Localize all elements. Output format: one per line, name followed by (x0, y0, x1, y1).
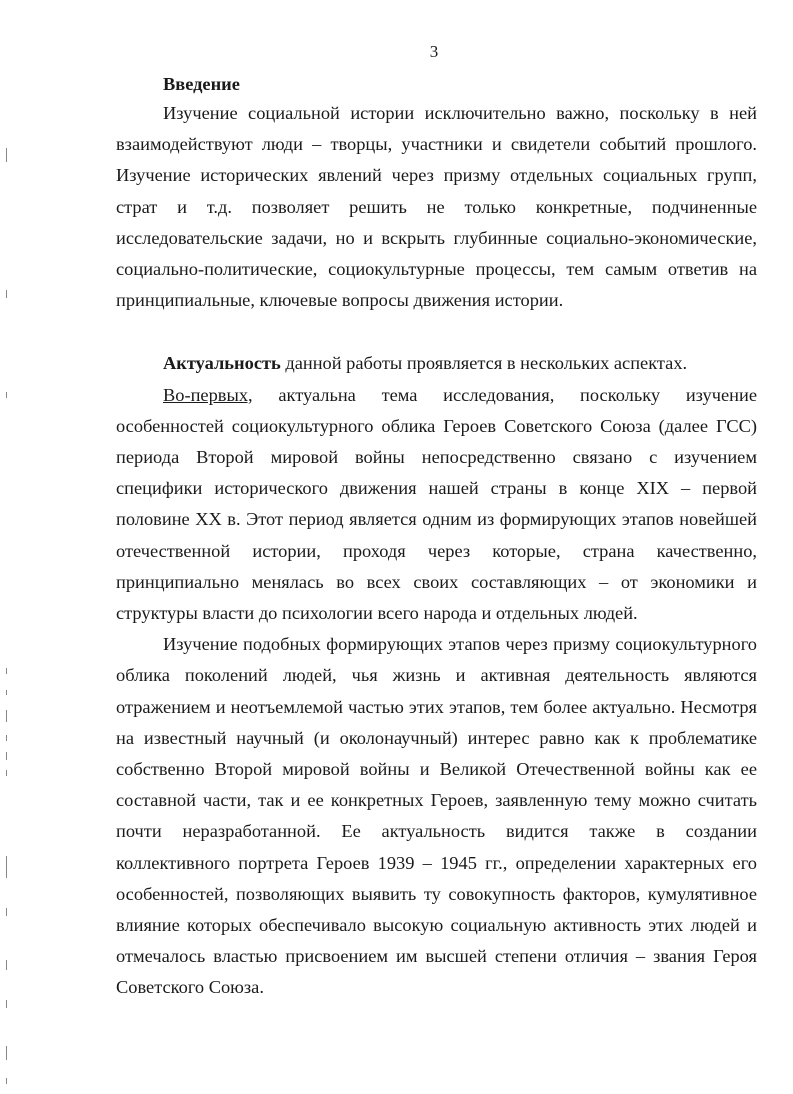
second-paragraph: Изучение подобных формирующих этапов через призму социокультурного облика поколений людей, чья жизнь и активная деятельность являются отражением и неотъемлемой частью этих этапов, тем более актуально. Несмотря на известный научный (и околонаучный) интерес равно как к проблематике собственно Второй мировой войны и Великой Отечественной войны как ее составной части, так и ее конкретных Героев, заявленную тему можно считать почти неразработанной. Ее актуальность видится также в создании коллективного портрета Героев 1939 – 1945 гг., определении характерных его особенностей, позволяющих выявить ту совокупность факторов, кумулятивное влияние которых обеспечивало высокую социальную активность этих людей и отмечалось властью присвоением им высшей степени отличия – звания Героя Советского Союза. (116, 634, 757, 998)
relevance-text: данной работы проявляется в нескольких аспектах. (280, 353, 688, 374)
relevance-paragraph (116, 348, 757, 379)
intro-paragraph: Изучение социальной истории исключительно важно, поскольку в ней взаимодействуют люди – творцы, участники и свидетели событий прошлого. Изучение исторических явлений через призму отдельных социальных групп, страт и т.д. позволяет решить не только конкретные, подчиненные исследовательские задачи, но и вскрыть глубинные социально-экономические, социально-политические, социокультурные процессы, тем самым ответив на принципиальные, ключевые вопросы движения истории. (116, 103, 757, 311)
scan-edge-marks (0, 0, 20, 1094)
relevance-term: Актуальность (163, 353, 281, 374)
document-body (116, 70, 757, 1004)
section-heading: Введение (163, 74, 240, 94)
paragraph-spacer (116, 316, 757, 348)
first-point-paragraph (116, 380, 757, 630)
page-number: 3 (429, 42, 439, 61)
first-point-text: актуальна тема исследования, поскольку изучение особенностей социокультурного облика Героев Советского Союза (далее ГСС) периода Второй мировой войны непосредственно связано с изучением специфики исторического движения нашей страны в конце XIX – первой половине XX в. Этот период является одним из формирующих этапов новейшей отечественной истории, проходя через которые, страна качественно, принципиально менялась во всех своих составляющих – от экономики и структуры власти до психологии всего народа и отдельных людей. (116, 384, 757, 624)
first-point-lead: Во-первых, (163, 384, 253, 405)
